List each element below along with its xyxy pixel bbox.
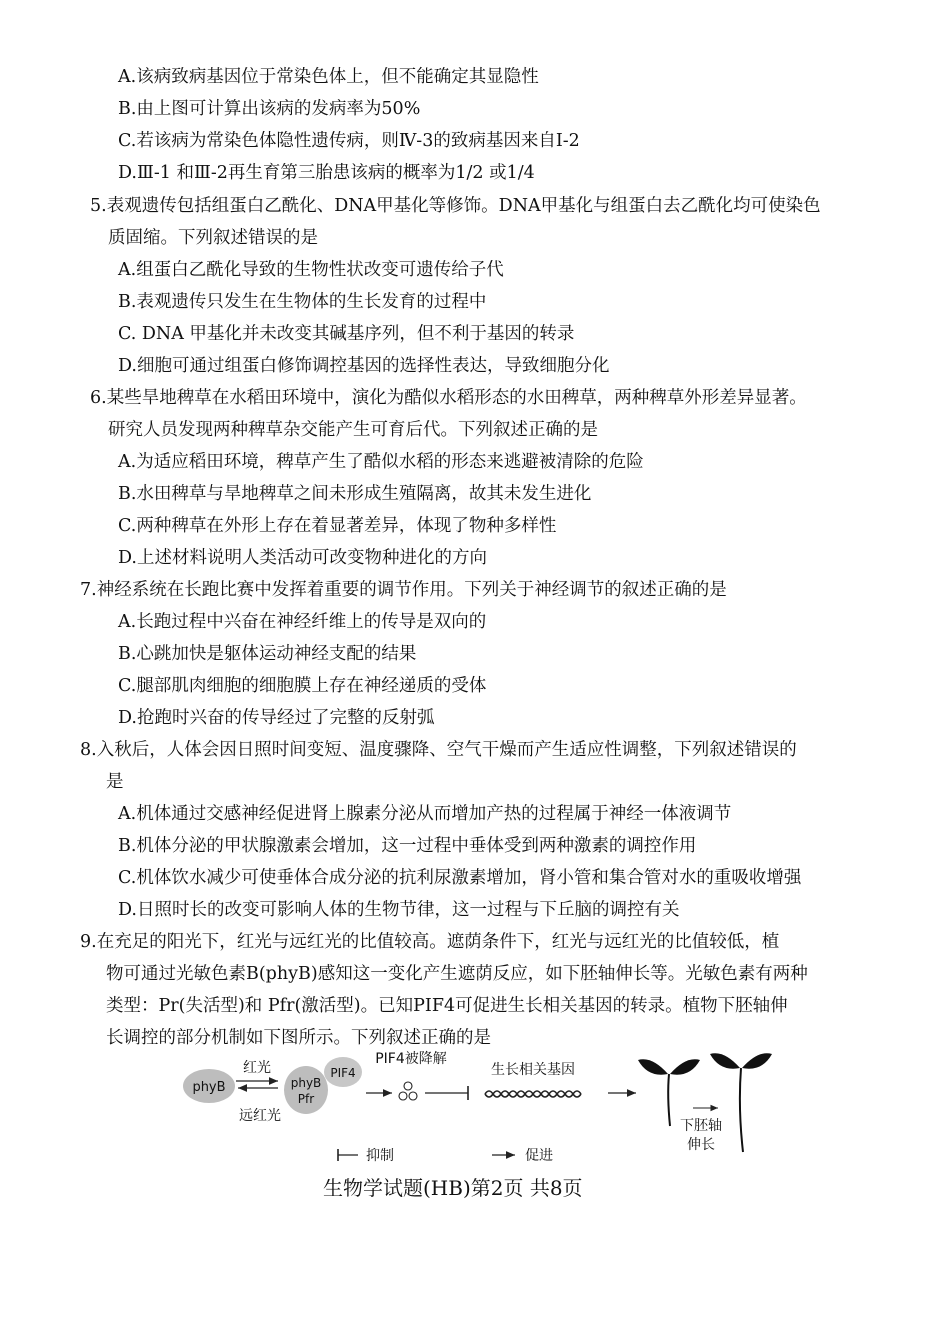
q5-option-c: C. DNA 甲基化并未改变其碱基序列，但不利于基因的转录	[118, 324, 575, 344]
q7-option-c: C.腿部肌肉细胞的细胞膜上存在神经递质的受体	[118, 676, 487, 696]
phyb-pfr-blob	[284, 1066, 328, 1114]
q6-option-b: B.水田稗草与旱地稗草之间未形成生殖隔离，故其未发生进化	[118, 484, 592, 504]
legend-promote-label: 促进	[525, 1148, 553, 1164]
q5-option-b: B.表观遗传只发生在生物体的生长发育的过程中	[118, 292, 487, 312]
q9-stem-line1: 9.在充足的阳光下，红光与远红光的比值较高。遮荫条件下，红光与远红光的比值较低，植	[80, 932, 780, 952]
q6-option-a: A.为适应稻田环境，稗草产生了酷似水稻的形态来逃避被清除的危险	[118, 452, 644, 472]
far-red-light-label: 远红光	[239, 1108, 281, 1124]
pif4-label: PIF4	[330, 1066, 356, 1080]
short-seedling-icon	[638, 1059, 700, 1126]
q7-option-d: D.抢跑时兴奋的传导经过了完整的反射弧	[118, 708, 435, 728]
q5-stem-line2: 质固缩。下列叙述错误的是	[108, 228, 318, 248]
q7-option-a: A.长跑过程中兴奋在神经纤维上的传导是双向的	[118, 612, 487, 632]
q4-option-b: B.由上图可计算出该病的发病率为50%	[118, 99, 421, 119]
q8-stem-line2: 是	[106, 772, 124, 792]
q4-option-c: C.若该病为常染色体隐性遗传病，则Ⅳ-3的致病基因来自Ⅰ-2	[118, 131, 580, 151]
q6-option-d: D.上述材料说明人类活动可改变物种进化的方向	[118, 548, 487, 568]
q6-option-c: C.两种稗草在外形上存在着显著差异，体现了物种多样性	[118, 516, 557, 536]
growth-genes-label: 生长相关基因	[491, 1062, 575, 1078]
phyb-mechanism-diagram	[180, 1050, 780, 1170]
red-light-label: 红光	[243, 1060, 271, 1076]
pif4-degraded-label: PIF4被降解	[375, 1051, 447, 1067]
q9-stem-line2: 物可通过光敏色素B(phyB)感知这一变化产生遮荫反应，如下胚轴伸长等。光敏色素有两种	[106, 964, 808, 984]
hypocotyl-label-line1: 下胚轴	[680, 1118, 722, 1134]
q9-stem-line4: 长调控的部分机制如下图所示。下列叙述正确的是	[106, 1028, 491, 1048]
q8-option-a: A.机体通过交感神经促进肾上腺素分泌从而增加产热的过程属于神经一体液调节	[118, 804, 732, 824]
page-footer: 生物学试题(HB)第2页 共8页	[323, 1176, 583, 1200]
tall-seedling-icon	[710, 1053, 772, 1152]
q7-stem-line1: 7.神经系统在长跑比赛中发挥着重要的调节作用。下列关于神经调节的叙述正确的是	[80, 580, 727, 600]
q9-stem-line3: 类型：Pr(失活型)和 Pfr(激活型)。已知PIF4可促进生长相关基因的转录。植物下胚轴伸	[106, 996, 788, 1016]
q5-option-a: A.组蛋白乙酰化导致的生物性状改变可遗传给子代	[118, 260, 504, 280]
q7-option-b: B.心跳加快是躯体运动神经支配的结果	[118, 644, 417, 664]
q6-stem-line2: 研究人员发现两种稗草杂交能产生可育后代。下列叙述正确的是	[108, 420, 598, 440]
q6-stem-line1: 6.某些旱地稗草在水稻田环境中，演化为酷似水稻形态的水田稗草，两种稗草外形差异显著。	[90, 388, 807, 408]
legend-inhibit-label: 抑制	[366, 1148, 394, 1164]
q8-option-c: C.机体饮水减少可使垂体合成分泌的抗利尿激素增加，肾小管和集合管对水的重吸收增强	[118, 868, 802, 888]
q8-option-b: B.机体分泌的甲状腺激素会增加，这一过程中垂体受到两种激素的调控作用	[118, 836, 697, 856]
q4-option-a: A.该病致病基因位于常染色体上，但不能确定其显隐性	[118, 67, 539, 87]
q5-option-d: D.细胞可通过组蛋白修饰调控基因的选择性表达，导致细胞分化	[118, 356, 610, 376]
phyb-pfr-top-label: phyB	[290, 1076, 322, 1090]
degraded-fragments-icon	[399, 1082, 417, 1100]
q5-stem-line1: 5.表观遗传包括组蛋白乙酰化、DNA甲基化等修饰。DNA甲基化与组蛋白去乙酰化均可使染色	[90, 196, 821, 216]
q4-option-d: D.Ⅲ-1 和Ⅲ-2再生育第三胎患该病的概率为1/2 或1/4	[118, 163, 535, 183]
hypocotyl-label-line2: 伸长	[687, 1137, 715, 1153]
phyb-label: phyB	[192, 1080, 226, 1095]
phyb-pfr-bottom-label: Pfr	[297, 1092, 315, 1106]
q8-option-d: D.日照时长的改变可影响人体的生物节律，这一过程与下丘脑的调控有关	[118, 900, 680, 920]
q8-stem-line1: 8.入秋后，人体会因日照时间变短、温度骤降、空气干燥而产生适应性调整，下列叙述错误的	[80, 740, 797, 760]
